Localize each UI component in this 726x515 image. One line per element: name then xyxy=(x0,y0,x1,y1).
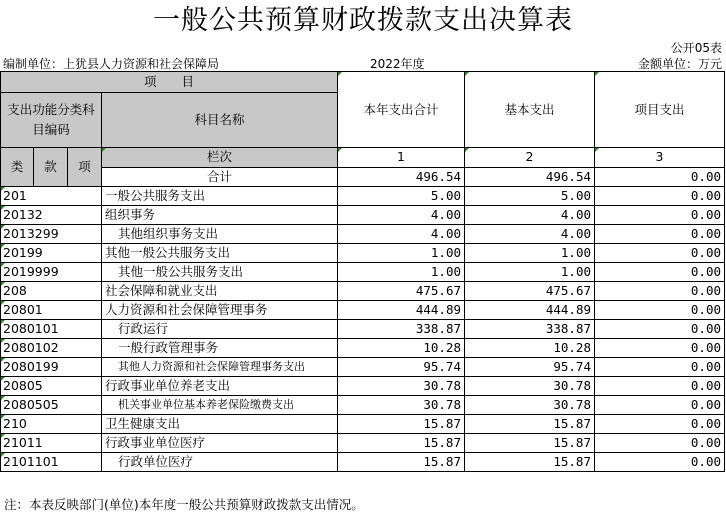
row-basic: 1.00 xyxy=(465,244,595,263)
row-subject-name: 一般公共服务支出 xyxy=(102,187,338,206)
row-basic: 5.00 xyxy=(465,187,595,206)
row-project: 0.00 xyxy=(595,453,725,472)
header-subject-name: 科目名称 xyxy=(102,93,338,148)
row-total: 444.89 xyxy=(338,301,465,320)
row-project: 0.00 xyxy=(595,244,725,263)
row-project: 0.00 xyxy=(595,225,725,244)
row-basic: 444.89 xyxy=(465,301,595,320)
table-row xyxy=(1,244,725,263)
row-total: 4.00 xyxy=(338,206,465,225)
row-subject-name: 其他一般公共服务支出 xyxy=(102,263,338,282)
row-total: 1.00 xyxy=(338,244,465,263)
row-total: 338.87 xyxy=(338,320,465,339)
row-total: 10.28 xyxy=(338,339,465,358)
row-total: 15.87 xyxy=(338,415,465,434)
row-subject-name: 卫生健康支出 xyxy=(102,415,338,434)
header-xiang: 项 xyxy=(68,148,102,187)
header-func-code: 支出功能分类科目编码 xyxy=(1,93,102,148)
row-subject-name: 人力资源和社会保障管理事务 xyxy=(102,301,338,320)
row-basic: 30.78 xyxy=(465,377,595,396)
row-subject-name: 一般行政管理事务 xyxy=(102,339,338,358)
page-title: 一般公共预算财政拨款支出决算表 xyxy=(153,5,573,36)
table-row xyxy=(1,282,725,301)
header-item: 项 目 xyxy=(1,72,338,93)
row-project: 0.00 xyxy=(595,282,725,301)
row-code: 2080505 xyxy=(1,396,102,415)
row-basic: 10.28 xyxy=(465,339,595,358)
row-code: 2013299 xyxy=(1,225,102,244)
row-subject-name: 机关事业单位基本养老保险缴费支出 xyxy=(102,396,338,415)
row-basic: 95.74 xyxy=(465,358,595,377)
fiscal-year: 2022年度 xyxy=(370,57,425,71)
header-total: 本年支出合计 xyxy=(338,72,465,148)
row-subject-name: 其他一般公共服务支出 xyxy=(102,244,338,263)
row-total: 15.87 xyxy=(338,434,465,453)
row-project: 0.00 xyxy=(595,377,725,396)
form-code: 公开05表 xyxy=(670,41,722,55)
row-project: 0.00 xyxy=(595,301,725,320)
table-row xyxy=(1,434,725,453)
sum-total: 496.54 xyxy=(338,167,465,187)
row-code: 201 xyxy=(1,187,102,206)
row-total: 475.67 xyxy=(338,282,465,301)
table-row xyxy=(1,339,725,358)
table-row xyxy=(1,320,725,339)
row-project: 0.00 xyxy=(595,434,725,453)
row-basic: 1.00 xyxy=(465,263,595,282)
row-code: 21011 xyxy=(1,434,102,453)
header-row-col: 栏次 xyxy=(102,148,338,168)
row-project: 0.00 xyxy=(595,415,725,434)
col-number-3: 3 xyxy=(595,148,725,168)
table-row xyxy=(1,206,725,225)
row-code: 2080199 xyxy=(1,358,102,377)
table-row xyxy=(1,415,725,434)
row-total: 4.00 xyxy=(338,225,465,244)
row-code: 20199 xyxy=(1,244,102,263)
row-total: 15.87 xyxy=(338,453,465,472)
row-total: 95.74 xyxy=(338,358,465,377)
col-number-1: 1 xyxy=(338,148,465,168)
row-total: 30.78 xyxy=(338,396,465,415)
amount-unit: 金额单位：万元 xyxy=(637,57,722,71)
row-total: 30.78 xyxy=(338,377,465,396)
row-code: 2080101 xyxy=(1,320,102,339)
table-row xyxy=(1,358,725,377)
row-basic: 475.67 xyxy=(465,282,595,301)
row-basic: 15.87 xyxy=(465,434,595,453)
header-sum-label: 合计 xyxy=(102,167,338,187)
table-row xyxy=(1,225,725,244)
row-total: 5.00 xyxy=(338,187,465,206)
expenditure-table xyxy=(0,71,725,472)
row-project: 0.00 xyxy=(595,358,725,377)
row-code: 2080102 xyxy=(1,339,102,358)
table-note: 注：本表反映部门(单位)本年度一般公共预算财政拨款支出情况。 xyxy=(4,497,364,512)
col-number-2: 2 xyxy=(465,148,595,168)
sum-basic: 496.54 xyxy=(465,167,595,187)
row-subject-name: 其他组织事务支出 xyxy=(102,225,338,244)
row-code: 2019999 xyxy=(1,263,102,282)
table-row xyxy=(1,377,725,396)
row-code: 208 xyxy=(1,282,102,301)
row-code: 20805 xyxy=(1,377,102,396)
row-subject-name: 社会保障和就业支出 xyxy=(102,282,338,301)
row-total: 1.00 xyxy=(338,263,465,282)
row-basic: 4.00 xyxy=(465,206,595,225)
row-subject-name: 其他人力资源和社会保障管理事务支出 xyxy=(102,358,338,377)
table-row xyxy=(1,301,725,320)
header-kuan: 款 xyxy=(34,148,68,187)
row-project: 0.00 xyxy=(595,396,725,415)
row-basic: 338.87 xyxy=(465,320,595,339)
table-row xyxy=(1,187,725,206)
table-row xyxy=(1,263,725,282)
row-subject-name: 组织事务 xyxy=(102,206,338,225)
header-lei: 类 xyxy=(1,148,34,187)
row-code: 2101101 xyxy=(1,453,102,472)
row-project: 0.00 xyxy=(595,320,725,339)
row-basic: 4.00 xyxy=(465,225,595,244)
header-basic: 基本支出 xyxy=(465,72,595,148)
row-basic: 30.78 xyxy=(465,396,595,415)
row-code: 20801 xyxy=(1,301,102,320)
compiling-unit: 编制单位：上犹县人力资源和社会保障局 xyxy=(3,57,220,71)
row-basic: 15.87 xyxy=(465,453,595,472)
row-subject-name: 行政单位医疗 xyxy=(102,453,338,472)
row-subject-name: 行政事业单位医疗 xyxy=(102,434,338,453)
row-subject-name: 行政事业单位养老支出 xyxy=(102,377,338,396)
row-project: 0.00 xyxy=(595,339,725,358)
row-project: 0.00 xyxy=(595,187,725,206)
row-project: 0.00 xyxy=(595,206,725,225)
sum-project: 0.00 xyxy=(595,167,725,187)
row-project: 0.00 xyxy=(595,263,725,282)
row-code: 20132 xyxy=(1,206,102,225)
row-code: 210 xyxy=(1,415,102,434)
table-row xyxy=(1,396,725,415)
row-subject-name: 行政运行 xyxy=(102,320,338,339)
row-basic: 15.87 xyxy=(465,415,595,434)
table-row xyxy=(1,453,725,472)
header-project: 项目支出 xyxy=(595,72,725,148)
